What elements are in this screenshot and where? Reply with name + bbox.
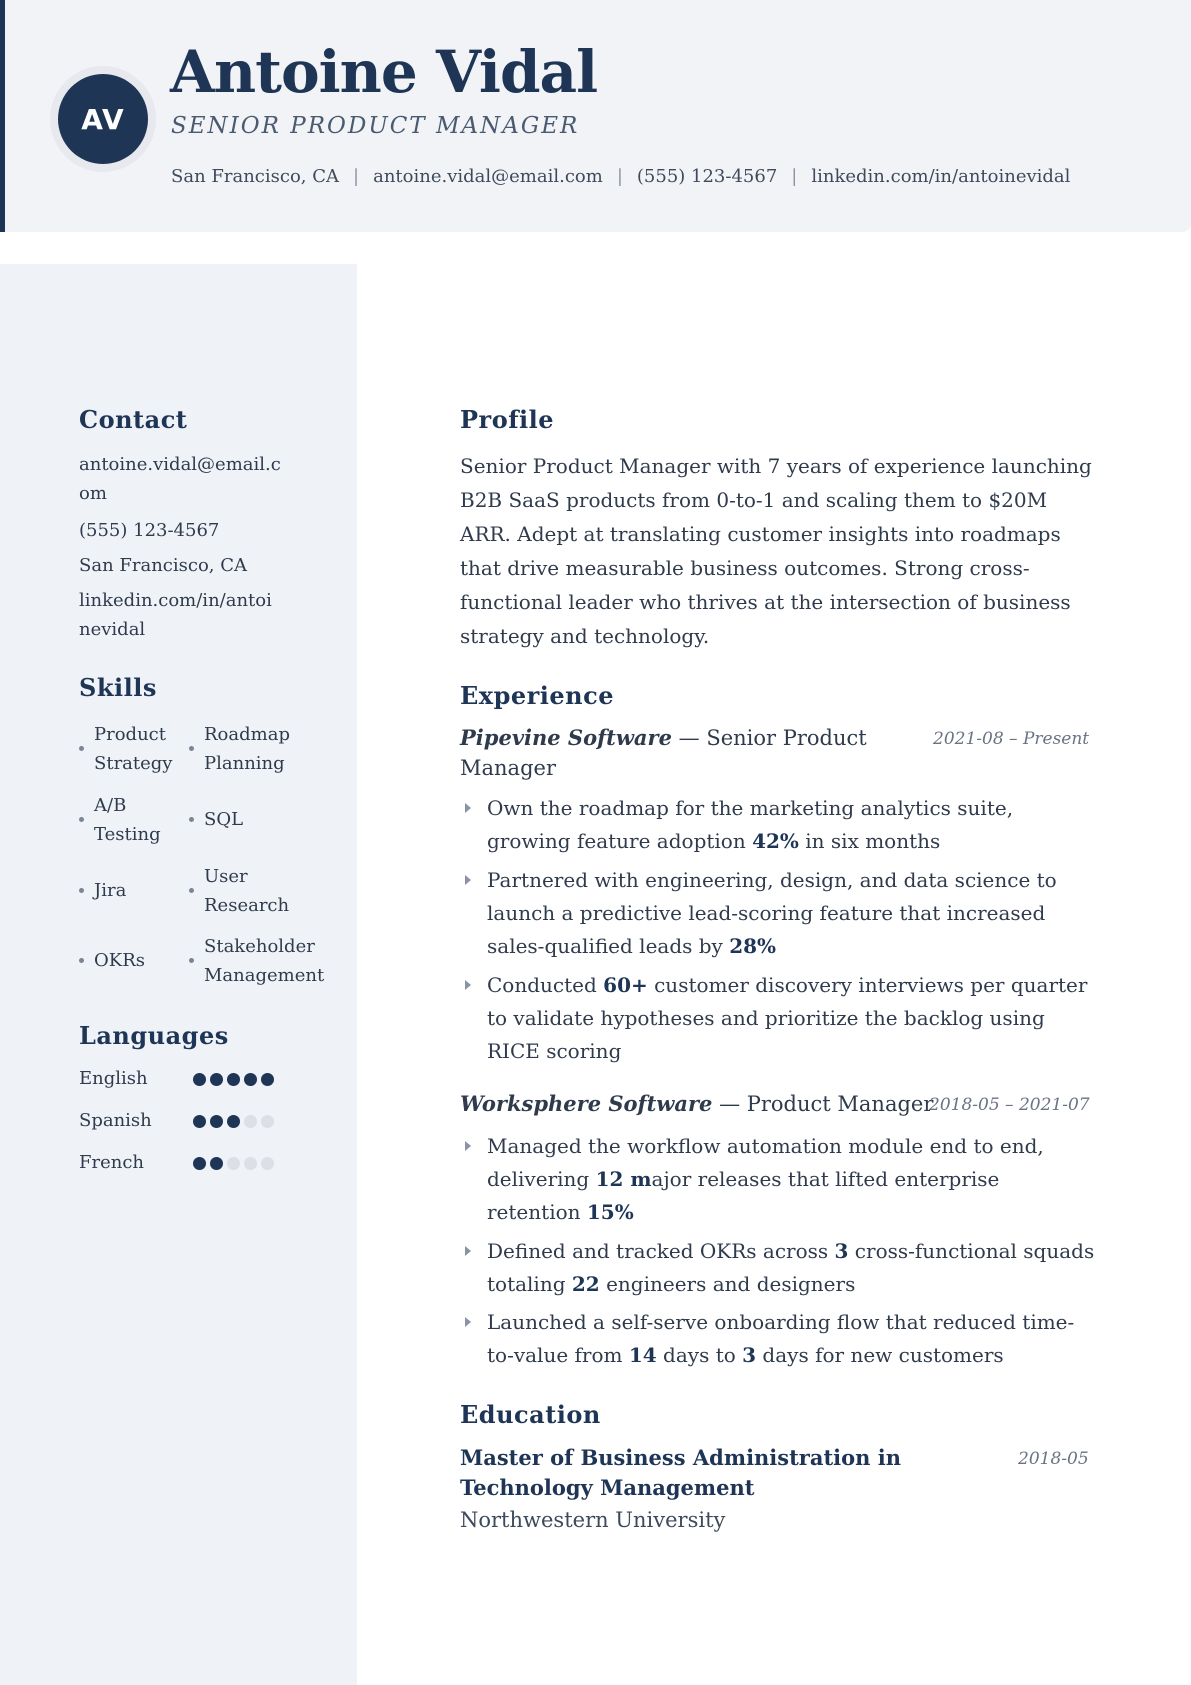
job-heading: Worksphere Software — Product Manager (460, 1091, 934, 1116)
experience-bullet: Managed the workflow automation module end to end, delivering 12 major releases that lifted enterprise retention 15% (487, 1130, 1099, 1229)
bullet-arrow-icon (465, 1317, 471, 1327)
bullet-dot (189, 958, 194, 963)
contact-linkedin-link[interactable] (79, 586, 272, 644)
contact-phone: (555) 123-4567 (79, 520, 220, 541)
degree-title: Master of Business Administration in Technology Management (460, 1445, 901, 1500)
job-title: SENIOR PRODUCT MANAGER (171, 113, 580, 139)
language-name: Spanish (79, 1110, 152, 1131)
contact-email-line2: om (79, 483, 107, 504)
rating-dot-filled (244, 1073, 257, 1086)
bullet-dot (79, 817, 84, 822)
rating-dot-filled (193, 1115, 206, 1128)
header-location: San Francisco, CA (171, 166, 340, 187)
bullet-dot (189, 746, 194, 751)
contact-email-line1: antoine.vidal@email.c (79, 454, 281, 475)
language-name: English (79, 1068, 148, 1089)
header-contact-line (171, 166, 1070, 187)
header-email-link[interactable]: antoine.vidal@email.com (373, 166, 603, 187)
rating-dot-filled (193, 1157, 206, 1170)
profile-summary: Senior Product Manager with 7 years of experience launching B2B SaaS products from 0-to-1 and scaling them to $20M ARR. Adept at translating customer insights into roadmaps that drive measurable business outcomes. Strong cross-functional leader who thrives at the intersection of business strategy and technology. (460, 454, 1092, 648)
job-dates: 2018-05 – 2021-07 (929, 1095, 1090, 1115)
header-linkedin-link[interactable]: linkedin.com/in/antoinevidal (811, 166, 1071, 187)
bullet-dot (189, 817, 194, 822)
bullet-dot (79, 746, 84, 751)
experience-bullet: Launched a self-serve onboarding flow that reduced time-to-value from 14 days to 3 days for new customers (487, 1306, 1099, 1372)
bullet-arrow-icon (465, 803, 471, 813)
separator: | (353, 166, 360, 187)
header-phone: (555) 123-4567 (636, 166, 778, 187)
header (0, 0, 1191, 232)
separator: | (791, 166, 798, 187)
bullet-arrow-icon (465, 1246, 471, 1256)
role-title: Product Manager (746, 1092, 934, 1116)
rating-dot-empty (244, 1115, 257, 1128)
contact-heading: Contact (79, 405, 188, 434)
bullet-dot (79, 958, 84, 963)
education-date: 2018-05 (1018, 1449, 1089, 1469)
bullet-arrow-icon (465, 875, 471, 885)
skill-item: Jira (94, 876, 126, 905)
rating-dot-empty (244, 1157, 257, 1170)
rating-dot-filled (193, 1073, 206, 1086)
skill-item: A/B Testing (94, 791, 161, 849)
skill-item: Product Strategy (94, 720, 172, 778)
skill-item: User Research (204, 862, 289, 920)
skill-item: SQL (204, 805, 243, 834)
skill-item: Roadmap Planning (204, 720, 290, 778)
rating-dot-filled (210, 1157, 223, 1170)
rating-dot-filled (210, 1115, 223, 1128)
rating-dot-filled (227, 1073, 240, 1086)
rating-dot-empty (227, 1157, 240, 1170)
separator: | (616, 166, 623, 187)
education-heading: Education (460, 1400, 601, 1429)
experience-heading: Experience (460, 681, 615, 710)
contact-linkedin-line1: linkedin.com/in/antoi (79, 590, 272, 611)
language-name: French (79, 1152, 145, 1173)
avatar: AV (58, 74, 148, 164)
contact-linkedin-line2: nevidal (79, 619, 146, 640)
company-name: Worksphere Software (460, 1091, 713, 1116)
candidate-name: Antoine Vidal (170, 38, 598, 106)
rating-dot-empty (261, 1115, 274, 1128)
experience-bullet: Defined and tracked OKRs across 3 cross-functional squads totaling 22 engineers and designers (487, 1235, 1099, 1301)
bullet-dot (79, 888, 84, 893)
bullet-arrow-icon (465, 980, 471, 990)
bullet-dot (189, 888, 194, 893)
rating-dot-filled (210, 1073, 223, 1086)
rating-dot-filled (261, 1073, 274, 1086)
profile-heading: Profile (460, 405, 555, 434)
experience-bullet: Conducted 60+ customer discovery interviews per quarter to validate hypotheses and prioritize the backlog using RICE scoring (487, 969, 1099, 1068)
skills-heading: Skills (79, 673, 157, 702)
bullet-arrow-icon (465, 1141, 471, 1151)
job-heading: Pipevine Software — Senior Product Manager (460, 725, 867, 780)
job-dates: 2021-08 – Present (933, 729, 1090, 749)
rating-dot-filled (227, 1115, 240, 1128)
experience-bullet: Own the roadmap for the marketing analytics suite, growing feature adoption 42% in six months (487, 792, 1099, 858)
skill-item: OKRs (94, 946, 145, 975)
contact-email-link[interactable] (79, 450, 281, 508)
company-name: Pipevine Software (460, 725, 672, 750)
rating-dot-empty (261, 1157, 274, 1170)
contact-location: San Francisco, CA (79, 555, 248, 576)
school-name: Northwestern University (460, 1508, 726, 1532)
role-title: Senior Product Manager (460, 726, 867, 780)
skill-item: Stakeholder Management (204, 932, 324, 990)
experience-bullet: Partnered with engineering, design, and data science to launch a predictive lead-scoring feature that increased sales-qualified leads by 28% (487, 864, 1099, 963)
languages-heading: Languages (79, 1021, 229, 1050)
